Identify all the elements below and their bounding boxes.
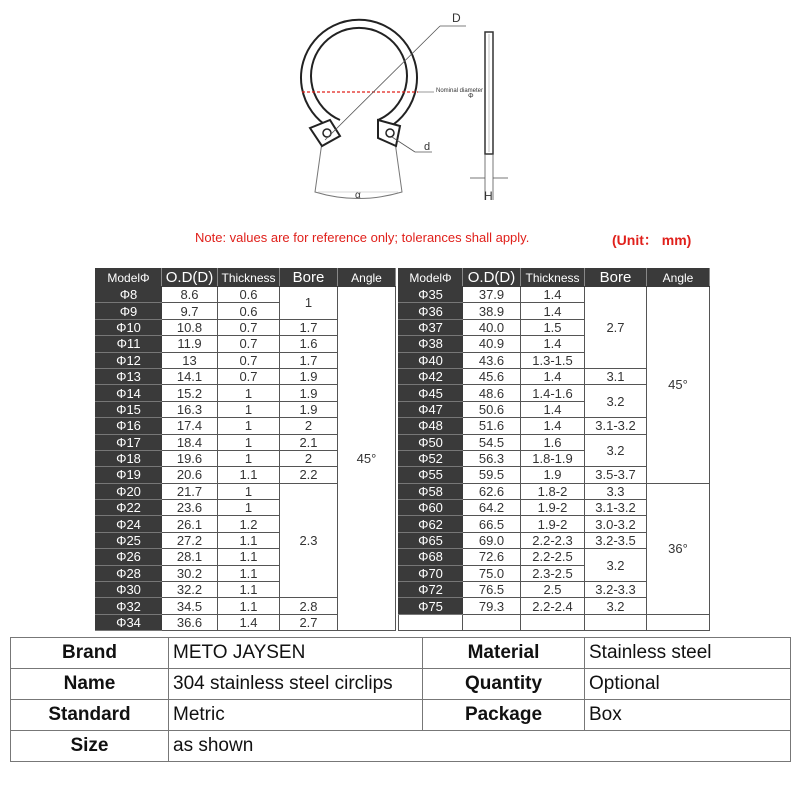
material-label: Material [423, 638, 585, 669]
model-cell: Φ36 [399, 303, 463, 319]
bore-cell: 3.2 [585, 549, 647, 582]
od-header: O.D(D) [463, 269, 521, 287]
model-cell: Φ55 [399, 467, 463, 483]
package-label: Package [423, 700, 585, 731]
od-cell: 40.9 [463, 336, 521, 352]
bore-cell: 3.1-3.2 [585, 500, 647, 516]
bore-cell: 3.5-3.7 [585, 467, 647, 483]
bore-cell: 2 [280, 450, 338, 466]
bore-cell: 1.7 [280, 319, 338, 335]
empty-cell [521, 614, 585, 630]
model-cell: Φ37 [399, 319, 463, 335]
thickness-cell: 0.7 [218, 336, 280, 352]
thickness-cell: 1.1 [218, 532, 280, 548]
thickness-cell: 0.7 [218, 319, 280, 335]
empty-cell [463, 614, 521, 630]
od-cell: 66.5 [463, 516, 521, 532]
bore-cell: 2.7 [585, 287, 647, 369]
thickness-cell: 1 [218, 418, 280, 434]
model-cell: Φ25 [96, 532, 162, 548]
thickness-cell: 1.4 [218, 614, 280, 630]
od-cell: 27.2 [162, 532, 218, 548]
bore-cell: 2.2 [280, 467, 338, 483]
od-cell: 32.2 [162, 582, 218, 598]
od-cell: 18.4 [162, 434, 218, 450]
angle-cell: 45° [338, 287, 396, 631]
info-row [11, 638, 791, 669]
name-value: 304 stainless steel circlips [169, 669, 423, 700]
table-row [399, 483, 710, 499]
od-cell: 26.1 [162, 516, 218, 532]
thickness-cell: 2.2-2.3 [521, 532, 585, 548]
bore-cell: 1.7 [280, 352, 338, 368]
spec-table-right [398, 268, 710, 631]
thickness-cell: 1.4 [521, 336, 585, 352]
od-cell: 75.0 [463, 565, 521, 581]
od-cell: 37.9 [463, 287, 521, 303]
angle-header: Angle [647, 269, 710, 287]
model-cell: Φ8 [96, 287, 162, 303]
info-row [11, 731, 791, 762]
thickness-cell: 0.6 [218, 287, 280, 303]
thickness-cell: 1.3-1.5 [521, 352, 585, 368]
thickness-cell: 1.9 [521, 467, 585, 483]
od-cell: 62.6 [463, 483, 521, 499]
standard-label: Standard [11, 700, 169, 731]
model-cell: Φ14 [96, 385, 162, 401]
od-cell: 43.6 [463, 352, 521, 368]
od-cell: 59.5 [463, 467, 521, 483]
thickness-cell: 1.1 [218, 582, 280, 598]
table-header [399, 269, 710, 287]
model-cell: Φ38 [399, 336, 463, 352]
thickness-cell: 1.4-1.6 [521, 385, 585, 401]
od-cell: 40.0 [463, 319, 521, 335]
od-cell: 45.6 [463, 368, 521, 384]
bore-header: Bore [280, 269, 338, 287]
model-cell: Φ20 [96, 483, 162, 499]
model-cell: Φ47 [399, 401, 463, 417]
spec-table-left [95, 268, 396, 631]
thickness-cell: 1.9-2 [521, 516, 585, 532]
table-header [96, 269, 396, 287]
model-cell: Φ45 [399, 385, 463, 401]
circlip-diagram [0, 0, 800, 225]
thickness-cell: 2.3-2.5 [521, 565, 585, 581]
model-cell: Φ12 [96, 352, 162, 368]
material-value: Stainless steel [585, 638, 791, 669]
table-row [399, 287, 710, 303]
thickness-cell: 0.7 [218, 368, 280, 384]
od-cell: 76.5 [463, 582, 521, 598]
od-cell: 13 [162, 352, 218, 368]
nominal-phi-label: Φ [468, 93, 474, 100]
size-label: Size [11, 731, 169, 762]
model-cell: Φ17 [96, 434, 162, 450]
bore-cell: 2.8 [280, 598, 338, 614]
bore-cell: 1.9 [280, 385, 338, 401]
model-cell: Φ9 [96, 303, 162, 319]
thickness-cell: 0.6 [218, 303, 280, 319]
od-cell: 8.6 [162, 287, 218, 303]
bore-cell: 3.2 [585, 385, 647, 418]
unit-label: (Unit： mm) [612, 232, 692, 248]
angle-label: α [355, 190, 361, 201]
model-cell: Φ13 [96, 368, 162, 384]
bore-cell: 3.2-3.5 [585, 532, 647, 548]
product-info-table [10, 637, 791, 762]
od-cell: 28.1 [162, 549, 218, 565]
model-cell: Φ34 [96, 614, 162, 630]
od-cell: 36.6 [162, 614, 218, 630]
od-cell: 15.2 [162, 385, 218, 401]
thickness-cell: 1 [218, 434, 280, 450]
right-lug-hole [386, 129, 394, 137]
bore-cell: 3.0-3.2 [585, 516, 647, 532]
thickness-header: Thickness [521, 269, 585, 287]
empty-cell [585, 614, 647, 630]
model-cell: Φ16 [96, 418, 162, 434]
info-row [11, 700, 791, 731]
model-cell: Φ11 [96, 336, 162, 352]
bore-cell: 3.1-3.2 [585, 418, 647, 434]
table-row [96, 287, 396, 303]
model-cell: Φ30 [96, 582, 162, 598]
standard-value: Metric [169, 700, 423, 731]
thickness-cell: 1.4 [521, 368, 585, 384]
quantity-label: Quantity [423, 669, 585, 700]
od-cell: 50.6 [463, 401, 521, 417]
thickness-label: H [484, 189, 493, 203]
model-cell: Φ22 [96, 500, 162, 516]
od-cell: 56.3 [463, 450, 521, 466]
bore-cell: 1.9 [280, 401, 338, 417]
model-cell: Φ52 [399, 450, 463, 466]
bore-cell: 3.3 [585, 483, 647, 499]
thickness-cell: 1 [218, 385, 280, 401]
model-cell: Φ42 [399, 368, 463, 384]
angle-header: Angle [338, 269, 396, 287]
model-cell: Φ70 [399, 565, 463, 581]
thickness-cell: 1 [218, 483, 280, 499]
model-cell: Φ18 [96, 450, 162, 466]
thickness-cell: 1 [218, 450, 280, 466]
model-cell: Φ75 [399, 598, 463, 614]
thickness-cell: 1.1 [218, 467, 280, 483]
thickness-cell: 1.6 [521, 434, 585, 450]
bore-cell: 3.2-3.3 [585, 582, 647, 598]
thickness-cell: 1.1 [218, 565, 280, 581]
model-header: ModelΦ [399, 269, 463, 287]
od-cell: 16.3 [162, 401, 218, 417]
model-cell: Φ15 [96, 401, 162, 417]
bore-cell: 1 [280, 287, 338, 320]
outer-diameter-label: D [452, 11, 461, 25]
bore-cell: 1.6 [280, 336, 338, 352]
bore-cell: 3.2 [585, 598, 647, 614]
empty-cell [647, 614, 710, 630]
od-cell: 11.9 [162, 336, 218, 352]
thickness-cell: 1.2 [218, 516, 280, 532]
model-cell: Φ60 [399, 500, 463, 516]
name-label: Name [11, 669, 169, 700]
od-cell: 72.6 [463, 549, 521, 565]
model-cell: Φ10 [96, 319, 162, 335]
od-cell: 10.8 [162, 319, 218, 335]
model-cell: Φ28 [96, 565, 162, 581]
reference-note: Note: values are for reference only; tolerances shall apply. [195, 230, 530, 245]
table-row [399, 614, 710, 630]
thickness-cell: 1.8-2 [521, 483, 585, 499]
bore-cell: 3.2 [585, 434, 647, 467]
od-cell: 23.6 [162, 500, 218, 516]
thickness-cell: 1.8-1.9 [521, 450, 585, 466]
bore-cell: 2.1 [280, 434, 338, 450]
thickness-cell: 1.5 [521, 319, 585, 335]
thickness-cell: 1.4 [521, 401, 585, 417]
od-cell: 54.5 [463, 434, 521, 450]
model-cell: Φ50 [399, 434, 463, 450]
brand-label: Brand [11, 638, 169, 669]
od-header: O.D(D) [162, 269, 218, 287]
info-row [11, 669, 791, 700]
od-cell: 17.4 [162, 418, 218, 434]
model-cell: Φ58 [399, 483, 463, 499]
thickness-cell: 2.2-2.4 [521, 598, 585, 614]
bore-cell: 2.7 [280, 614, 338, 630]
model-cell: Φ19 [96, 467, 162, 483]
empty-cell [399, 614, 463, 630]
od-cell: 34.5 [162, 598, 218, 614]
od-cell: 20.6 [162, 467, 218, 483]
model-cell: Φ72 [399, 582, 463, 598]
od-cell: 48.6 [463, 385, 521, 401]
thickness-header: Thickness [218, 269, 280, 287]
thickness-cell: 1.1 [218, 598, 280, 614]
thickness-cell: 2.5 [521, 582, 585, 598]
model-cell: Φ26 [96, 549, 162, 565]
model-cell: Φ48 [399, 418, 463, 434]
od-cell: 79.3 [463, 598, 521, 614]
bore-cell: 3.1 [585, 368, 647, 384]
thickness-cell: 1.4 [521, 303, 585, 319]
model-header: ModelΦ [96, 269, 162, 287]
nominal-diameter-label: Nominal diameter [436, 88, 484, 94]
thickness-cell: 1.1 [218, 549, 280, 565]
model-cell: Φ32 [96, 598, 162, 614]
od-cell: 38.9 [463, 303, 521, 319]
bore-header: Bore [585, 269, 647, 287]
angle-cell: 36° [647, 483, 710, 614]
thickness-cell: 1 [218, 500, 280, 516]
od-cell: 51.6 [463, 418, 521, 434]
model-cell: Φ35 [399, 287, 463, 303]
model-cell: Φ68 [399, 549, 463, 565]
thickness-cell: 2.2-2.5 [521, 549, 585, 565]
thickness-cell: 0.7 [218, 352, 280, 368]
hole-label: d [424, 141, 431, 153]
od-cell: 19.6 [162, 450, 218, 466]
package-value: Box [585, 700, 791, 731]
od-cell: 9.7 [162, 303, 218, 319]
od-cell: 21.7 [162, 483, 218, 499]
bore-cell: 2.3 [280, 483, 338, 598]
brand-value: METO JAYSEN [169, 638, 423, 669]
model-cell: Φ40 [399, 352, 463, 368]
thickness-cell: 1 [218, 401, 280, 417]
thickness-cell: 1.4 [521, 418, 585, 434]
circlip-ring-outer [301, 20, 417, 128]
od-cell: 69.0 [463, 532, 521, 548]
angle-cell: 45° [647, 287, 710, 484]
od-cell: 30.2 [162, 565, 218, 581]
model-cell: Φ62 [399, 516, 463, 532]
od-cell: 14.1 [162, 368, 218, 384]
size-value: as shown [169, 731, 791, 762]
model-cell: Φ24 [96, 516, 162, 532]
quantity-value: Optional [585, 669, 791, 700]
od-cell: 64.2 [463, 500, 521, 516]
bore-cell: 2 [280, 418, 338, 434]
bore-cell: 1.9 [280, 368, 338, 384]
model-cell: Φ65 [399, 532, 463, 548]
thickness-cell: 1.9-2 [521, 500, 585, 516]
thickness-cell: 1.4 [521, 287, 585, 303]
